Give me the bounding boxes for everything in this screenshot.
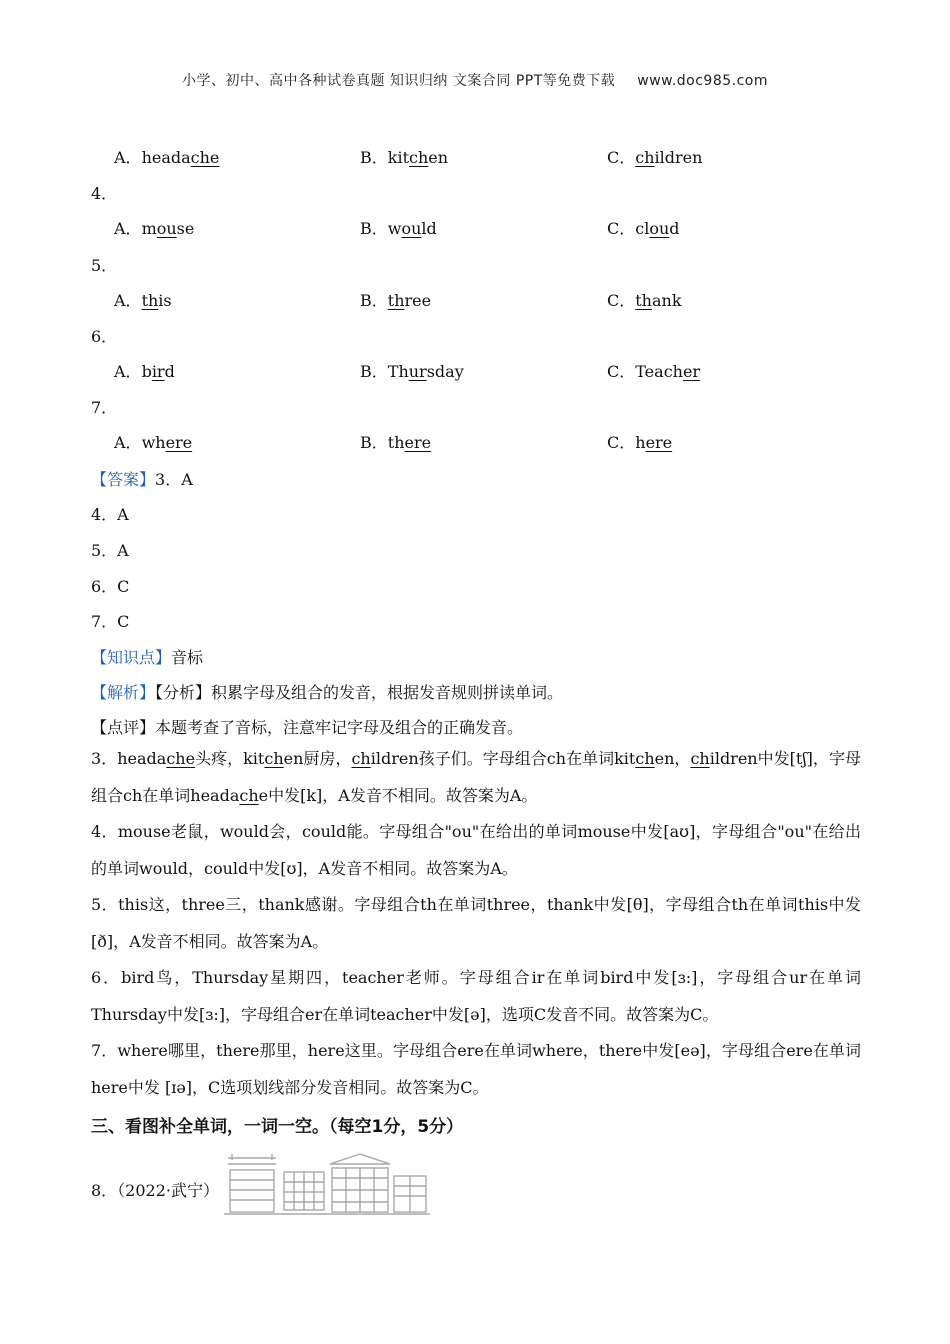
option-a: A．bird [114,362,175,381]
question-4-options [0,216,950,240]
option-c: C．children [607,148,703,167]
answer-7: 7．C [91,612,130,631]
section-heading: 三、看图补全单词，一词一空。（每空1分，5分） [91,1117,464,1137]
knowledge-tag: 【知识点】 [91,648,172,667]
option-a: A．headache [114,148,220,167]
explanation-5: 5．this这，three三，thank感谢。字母组合th在单词three，thank中发[θ]，字母组合th在单词this中发[ð]，A发音不相同。故答案为A。 [91,895,861,951]
option-c: C．thank [607,291,682,310]
explanation-4: 4．mouse老鼠，would会，could能。字母组合"ou"在给出的单词mouse中发[aʊ]，字母组合"ou"在给出的单词would，could中发[ʊ]，A发音不相同。故答案为A。 [91,822,861,878]
building-image-icon [222,1150,432,1220]
analysis-text: 【分析】积累字母及组合的发音，根据发音规则拼读单词。 [155,683,564,702]
option-b: B．there [360,433,432,452]
page-header [0,70,950,90]
explanation-7: 7．where哪里，there那里，here这里。字母组合ere在单词where，there中发[eə]，字母组合ere在单词here中发 [ɪə]，C选项划线部分发音相同。故答案为C。 [91,1041,861,1097]
option-a: A．this [114,291,172,310]
option-b: B．would [360,219,437,238]
explanation-3: 3．headache头疼，kitchen厨房，children孩子们。字母组合ch在单词kitchen，children中发[tʃ]，字母组合ch在单词headache中发[k]，A发音不相同。故答案为A。 [91,749,861,805]
question-3-options [0,145,950,169]
answer-5: 5．A [91,541,129,560]
option-a: A．mouse [114,219,195,238]
knowledge-line [91,645,203,668]
explanation-6: 6．bird鸟，Thursday星期四，teacher老师。字母组合ir在单词bird中发[ɜ:]，字母组合ur在单词Thursday中发[ɜ:]，字母组合er在单词teacher中发[ə]，选项C发音不同。故答案为C。 [91,968,861,1024]
option-b: B．kitchen [360,148,449,167]
answer-4: 4．A [91,505,129,524]
option-b: B．Thursday [360,362,464,381]
question-6-options [0,359,950,383]
answer-tag: 【答案】 [91,470,156,489]
header-url[interactable]: www.doc985.com [637,73,769,89]
question-number-6: 6． [91,327,118,346]
header-text: 小学、初中、高中各种试卷真题 知识归纳 文案合同 PPT等免费下载 [181,73,616,89]
option-c: C．Teacher [607,362,701,381]
question-7-options [0,430,950,454]
question-8-label: 8．（2022·武宁） [91,1181,219,1200]
analysis-line [91,680,563,703]
answer-3: 3．A [155,470,193,489]
answer-6: 6．C [91,577,130,596]
question-number-4: 4． [91,184,118,203]
knowledge-text: 音标 [171,648,204,667]
option-b: B．three [360,291,432,310]
question-number-7: 7． [91,398,118,417]
answer-line [91,467,193,490]
comment-line: 【点评】本题考查了音标，注意牢记字母及组合的正确发音。 [91,718,524,737]
option-c: C．cloud [607,219,680,238]
option-a: A．where [114,433,193,452]
question-8-picture [222,1150,432,1224]
option-c: C．here [607,433,673,452]
analysis-tag: 【解析】 [91,683,156,702]
question-number-5: 5． [91,256,118,275]
question-5-options [0,288,950,312]
